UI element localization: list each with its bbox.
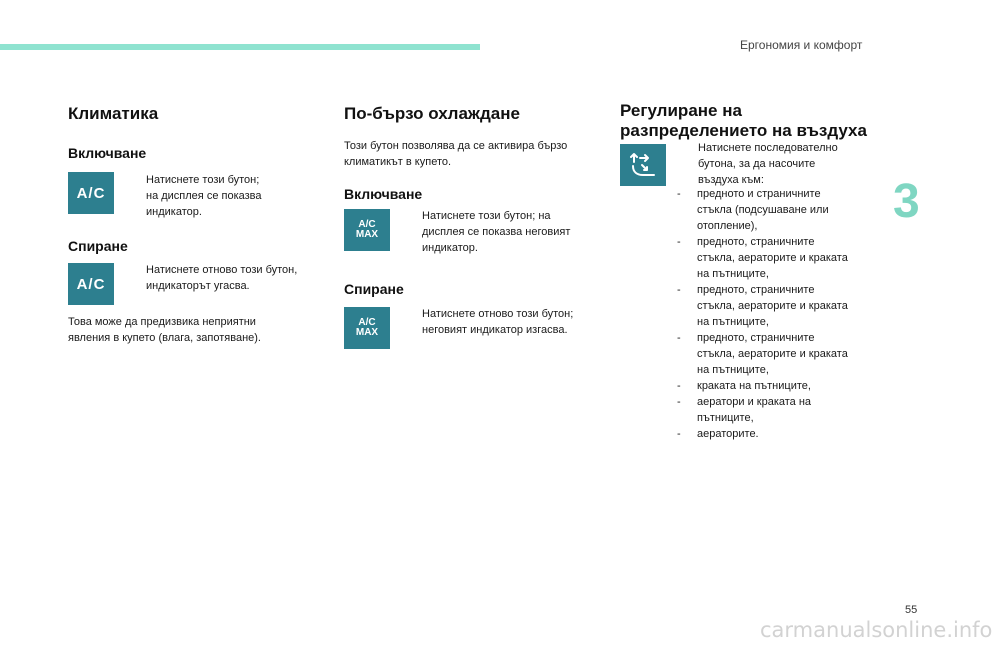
ac-max-button [344,209,390,251]
list-item: - аераторите. [677,428,759,440]
list-item: - аератори и краката на пътниците, [677,396,812,424]
page-number: 55 [905,604,918,616]
air-distribution-title-line1: Регулиране на [620,101,742,120]
col2-intro: Този бутон позволява да се активира бързо климатикът в купето. [344,140,568,168]
air-distribution-title-line2: разпределението на въздуха [620,121,867,140]
list-item: - краката на пътниците, [677,380,811,392]
col1-on-heading: Включване [68,145,147,161]
col2-on-text: Натиснете този бутон; на дисплея се показва неговият индикатор. [422,210,571,254]
air-distribution-list [677,186,877,442]
col1-note: Това може да предизвика неприятни явления в купето (влага, запотяване). [68,316,261,344]
list-item-text: предното, страничните стъкла, аераторите и краката на пътниците, [697,284,848,328]
list-item: - предното, страничните стъкла, аераторите и краката на пътниците, [677,284,848,328]
climate-title: Климатика [68,104,159,123]
ac-off-button [68,263,114,305]
list-item-text: краката на пътниците, [697,380,811,392]
air-distribution-icon [628,151,658,179]
col1-on-text: Натиснете този бутон; на дисплея се показва индикатор. [146,174,262,218]
fast-cooling-title: По-бързо охлаждане [344,104,520,123]
col2-off-text: Натиснете отново този бутон; неговият индикатор изгасва. [422,308,574,336]
list-item-text: аераторите. [697,428,759,440]
col2-off-heading: Спиране [344,281,404,297]
ac-max-off-button [344,307,390,349]
ac-max-button-line2: MAX [355,229,379,240]
list-item-text: предното и страничните стъкла (подсушаване или отопление), [697,188,829,232]
col2-on-heading: Включване [344,186,423,202]
ac-max-off-button-line2: MAX [355,327,379,338]
list-item-text: предното, страничните стъкла, аераторите и краката на пътниците, [697,236,848,280]
list-item-text: аератори и краката на пътниците, [697,396,812,424]
list-item-text: предното, страничните стъкла, аераторите и краката на пътниците, [697,332,848,376]
ac-button-label: A/C [76,184,106,202]
header-accent-bar [0,44,480,50]
col1-off-text: Натиснете отново този бутон, индикаторът угасва. [146,264,298,292]
ac-max-button-line1: A/C [358,219,376,230]
chapter-number: 3 [893,175,920,228]
air-distribution-button [620,144,666,186]
ac-button [68,172,114,214]
ac-off-button-label: A/C [76,275,106,293]
list-item: - предното, страничните стъкла, аераторите и краката на пътниците, [677,236,848,280]
watermark: carmanualsonline.info [760,618,992,642]
section-title: Ергономия и комфорт [740,38,863,52]
col3-text: Натиснете последователно бутона, за да насочите въздуха към: [698,142,838,186]
air-distribution-title [620,101,867,141]
list-item: - предното, страничните стъкла, аераторите и краката на пътниците, [677,332,848,376]
col1-off-heading: Спиране [68,238,128,254]
list-item: - предното и страничните стъкла (подсушаване или отопление), [677,188,829,232]
ac-max-off-button-line1: A/C [358,317,376,328]
